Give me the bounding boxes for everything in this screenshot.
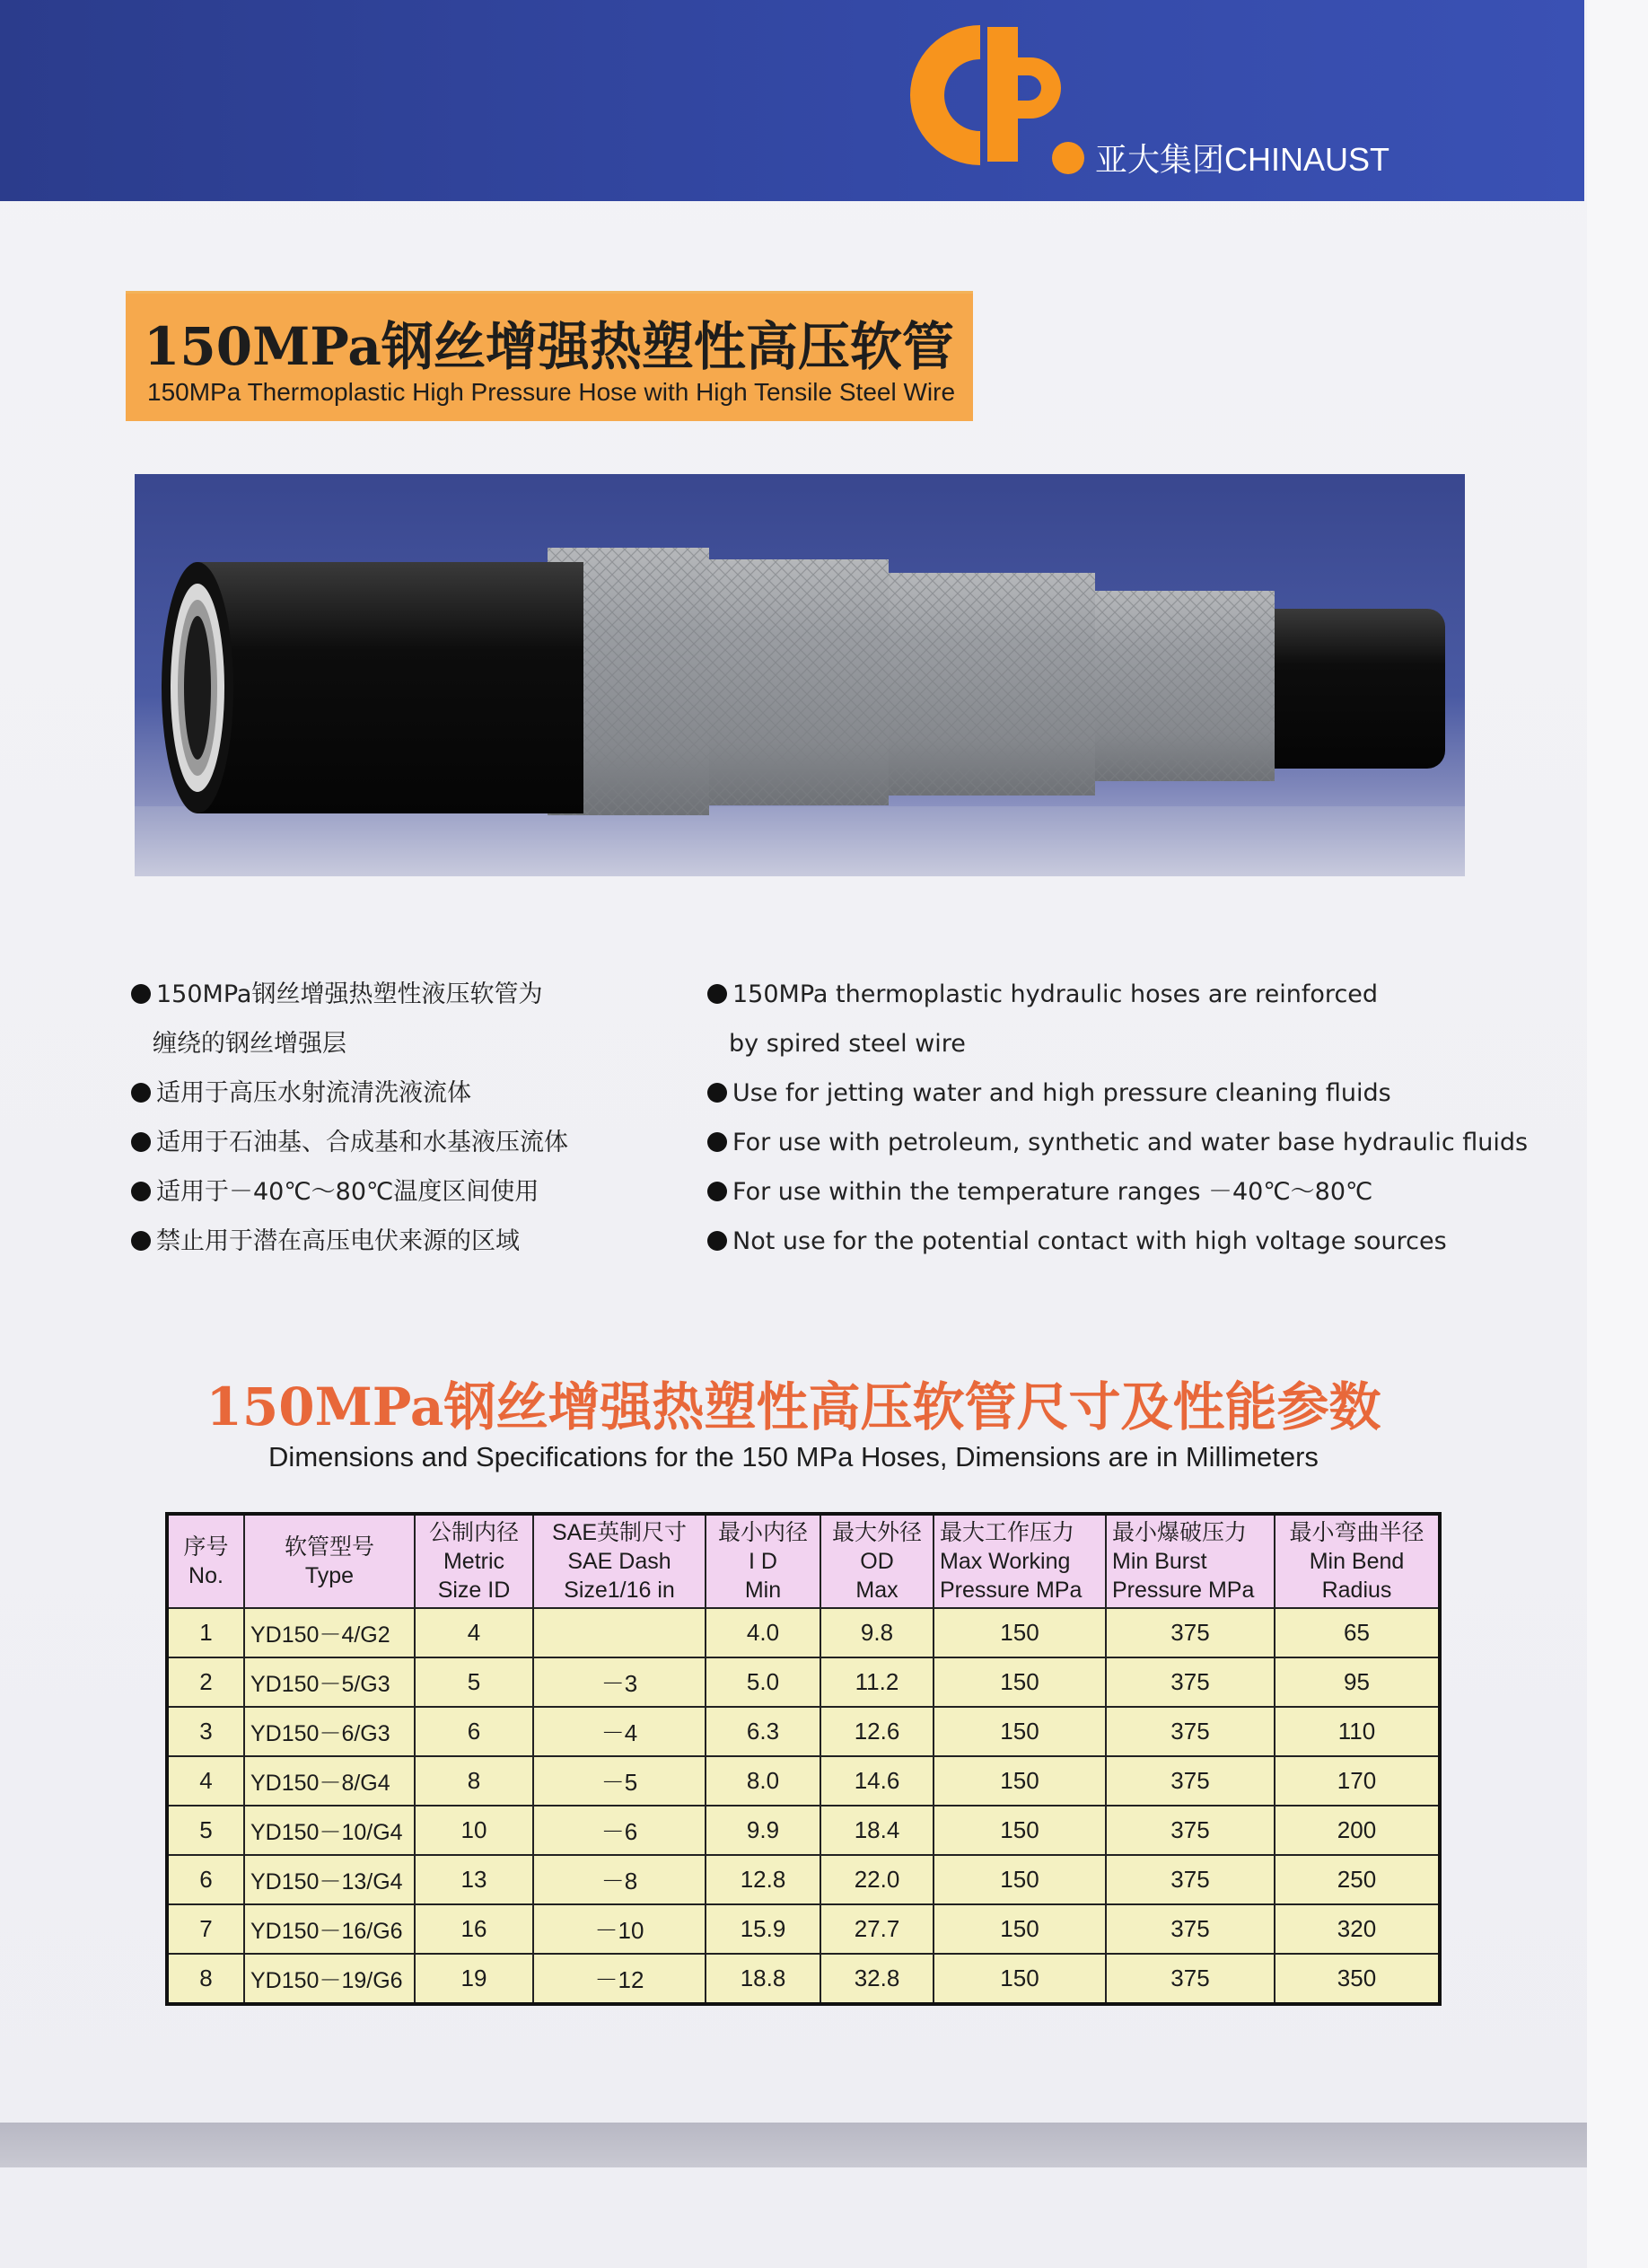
bullet-icon	[707, 1083, 727, 1103]
cell-sae-dash: －12	[533, 1954, 706, 2004]
feature-text: 禁止用于潜在高压电伏来源的区域	[156, 1227, 520, 1255]
cell-metric-size: 5	[415, 1657, 533, 1707]
header-od-max: 最大外径 OD Max	[820, 1514, 934, 1608]
table-row	[167, 1608, 1440, 1657]
cell-no: 5	[167, 1806, 244, 1855]
header-type: 软管型号 Type	[244, 1514, 415, 1608]
cell-id-min: 9.9	[706, 1806, 820, 1855]
cell-id-min: 6.3	[706, 1707, 820, 1756]
cell-od-max: 32.8	[820, 1954, 934, 2004]
table-row	[167, 1707, 1440, 1756]
bullet-icon	[707, 1231, 727, 1251]
features-en-list	[707, 970, 1529, 1266]
table-row	[167, 1954, 1440, 2004]
feature-en-item	[707, 1019, 1515, 1068]
cell-sae-dash: －8	[533, 1855, 706, 1904]
table-row	[167, 1855, 1440, 1904]
cell-metric-size: 4	[415, 1608, 533, 1657]
cell-max-working-pressure: 150	[934, 1756, 1106, 1806]
cell-min-bend-radius: 110	[1275, 1707, 1440, 1756]
cell-min-burst-pressure: 375	[1106, 1707, 1275, 1756]
cell-min-bend-radius: 350	[1275, 1954, 1440, 2004]
feature-text: Not use for the potential contact with high voltage sources	[732, 1227, 1447, 1255]
header-no: 序号 No.	[167, 1514, 244, 1608]
cell-no: 4	[167, 1756, 244, 1806]
cell-type: YD150－19/G6	[244, 1954, 415, 2004]
cell-metric-size: 8	[415, 1756, 533, 1806]
feature-text: 适用于－40℃～80℃温度区间使用	[156, 1178, 539, 1206]
cell-id-min: 8.0	[706, 1756, 820, 1806]
cell-min-burst-pressure: 375	[1106, 1954, 1275, 2004]
cell-sae-dash: －3	[533, 1657, 706, 1707]
spec-subtitle: Dimensions and Specifications for the 150 MPa Hoses, Dimensions are in Millimeters	[268, 1441, 1319, 1472]
cell-od-max: 22.0	[820, 1855, 934, 1904]
cell-max-working-pressure: 150	[934, 1657, 1106, 1707]
cell-no: 8	[167, 1954, 244, 2004]
cell-type: YD150－4/G2	[244, 1608, 415, 1657]
header-sae-dash: SAE英制尺寸 SAE Dash Size1/16 in	[533, 1514, 706, 1608]
feature-text: by spired steel wire	[729, 1030, 966, 1058]
cell-min-burst-pressure: 375	[1106, 1657, 1275, 1707]
header-max-working-pressure: 最大工作压力 Max Working Pressure MPa	[934, 1514, 1106, 1608]
cell-type: YD150－6/G3	[244, 1707, 415, 1756]
cell-sae-dash: －5	[533, 1756, 706, 1806]
feature-cn-item	[131, 1068, 706, 1118]
features-cn-list	[131, 970, 706, 1266]
feature-text: For use within the temperature ranges －40℃～80℃	[732, 1178, 1373, 1206]
cell-min-burst-pressure: 375	[1106, 1756, 1275, 1806]
cell-id-min: 15.9	[706, 1904, 820, 1954]
cell-id-min: 12.8	[706, 1855, 820, 1904]
feature-text: 150MPa钢丝增强热塑性液压软管为	[156, 980, 543, 1008]
cell-type: YD150－16/G6	[244, 1904, 415, 1954]
cell-type: YD150－8/G4	[244, 1756, 415, 1806]
cell-min-bend-radius: 250	[1275, 1855, 1440, 1904]
cell-type: YD150－5/G3	[244, 1657, 415, 1707]
cell-metric-size: 16	[415, 1904, 533, 1954]
cell-max-working-pressure: 150	[934, 1806, 1106, 1855]
hose-illustration	[135, 474, 1465, 876]
feature-text: 缠绕的钢丝增强层	[153, 1030, 346, 1058]
cell-no: 3	[167, 1707, 244, 1756]
feature-cn-item	[131, 1167, 706, 1217]
header-band	[0, 0, 1584, 201]
table-header-row	[167, 1514, 1440, 1608]
bullet-icon	[131, 1182, 151, 1201]
cell-min-burst-pressure: 375	[1106, 1904, 1275, 1954]
hose-photo	[135, 474, 1465, 876]
cell-id-min: 5.0	[706, 1657, 820, 1707]
cell-metric-size: 13	[415, 1855, 533, 1904]
cell-sae-dash: －4	[533, 1707, 706, 1756]
feature-en-item	[707, 1068, 1515, 1118]
table-row	[167, 1657, 1440, 1707]
feature-cn-item	[131, 970, 706, 1019]
feature-text: Use for jetting water and high pressure cleaning fluids	[732, 1079, 1391, 1107]
cell-no: 6	[167, 1855, 244, 1904]
cell-od-max: 27.7	[820, 1904, 934, 1954]
spec-table	[165, 1512, 1442, 2006]
feature-text: 适用于高压水射流清洗液流体	[156, 1079, 471, 1107]
feature-en-item	[707, 1217, 1515, 1266]
bullet-icon	[131, 1083, 151, 1103]
cell-min-bend-radius: 170	[1275, 1756, 1440, 1806]
chinaust-logo-icon	[880, 14, 1086, 176]
page-edge	[1587, 0, 1648, 2268]
cell-metric-size: 6	[415, 1707, 533, 1756]
cell-sae-dash: －6	[533, 1806, 706, 1855]
cell-od-max: 14.6	[820, 1756, 934, 1806]
feature-cn-item	[131, 1217, 706, 1266]
feature-en-item	[707, 970, 1515, 1019]
spec-title: 150MPa钢丝增强热塑性高压软管尺寸及性能参数	[206, 1376, 1381, 1437]
page-title: 150MPa钢丝增强热塑性高压软管	[144, 316, 954, 377]
bullet-icon	[707, 1132, 727, 1152]
table-row	[167, 1904, 1440, 1954]
cell-min-bend-radius: 320	[1275, 1904, 1440, 1954]
cell-max-working-pressure: 150	[934, 1954, 1106, 2004]
feature-en-item	[707, 1118, 1529, 1167]
bullet-icon	[131, 1231, 151, 1251]
feature-en-item	[707, 1167, 1515, 1217]
footer-band	[0, 2123, 1587, 2167]
cell-type: YD150－10/G4	[244, 1806, 415, 1855]
cell-no: 1	[167, 1608, 244, 1657]
cell-min-burst-pressure: 375	[1106, 1855, 1275, 1904]
feature-text: For use with petroleum, synthetic and water base hydraulic fluids	[732, 1129, 1529, 1156]
cell-id-min: 18.8	[706, 1954, 820, 2004]
header-min-burst-pressure: 最小爆破压力 Min Burst Pressure MPa	[1106, 1514, 1275, 1608]
cell-min-bend-radius: 65	[1275, 1608, 1440, 1657]
cell-od-max: 12.6	[820, 1707, 934, 1756]
cell-min-bend-radius: 95	[1275, 1657, 1440, 1707]
bullet-icon	[131, 1132, 151, 1152]
cell-min-burst-pressure: 375	[1106, 1806, 1275, 1855]
bullet-icon	[707, 1182, 727, 1201]
table-row	[167, 1756, 1440, 1806]
cell-od-max: 9.8	[820, 1608, 934, 1657]
header-metric-size: 公制内径 Metric Size ID	[415, 1514, 533, 1608]
cell-sae-dash	[533, 1608, 706, 1657]
cell-max-working-pressure: 150	[934, 1608, 1106, 1657]
bullet-icon	[707, 984, 727, 1004]
cell-no: 7	[167, 1904, 244, 1954]
cell-no: 2	[167, 1657, 244, 1707]
cell-od-max: 18.4	[820, 1806, 934, 1855]
cell-metric-size: 19	[415, 1954, 533, 2004]
cell-id-min: 4.0	[706, 1608, 820, 1657]
page-subtitle: 150MPa Thermoplastic High Pressure Hose with High Tensile Steel Wire	[147, 378, 956, 406]
header-min-bend-radius: 最小弯曲半径 Min Bend Radius	[1275, 1514, 1440, 1608]
cell-od-max: 11.2	[820, 1657, 934, 1707]
cell-min-bend-radius: 200	[1275, 1806, 1440, 1855]
feature-text: 150MPa thermoplastic hydraulic hoses are reinforced	[732, 980, 1379, 1008]
cell-sae-dash: －10	[533, 1904, 706, 1954]
title-box	[126, 291, 973, 421]
cell-metric-size: 10	[415, 1806, 533, 1855]
feature-cn-item	[131, 1118, 706, 1167]
table-row	[167, 1806, 1440, 1855]
feature-text: 适用于石油基、合成基和水基液压流体	[156, 1129, 568, 1156]
feature-cn-item	[131, 1019, 706, 1068]
cell-max-working-pressure: 150	[934, 1855, 1106, 1904]
brand-name: 亚大集团CHINAUST	[1095, 141, 1390, 178]
cell-max-working-pressure: 150	[934, 1904, 1106, 1954]
bullet-icon	[131, 984, 151, 1004]
header-id-min: 最小内径 I D Min	[706, 1514, 820, 1608]
cell-type: YD150－13/G4	[244, 1855, 415, 1904]
cell-min-burst-pressure: 375	[1106, 1608, 1275, 1657]
cell-max-working-pressure: 150	[934, 1707, 1106, 1756]
